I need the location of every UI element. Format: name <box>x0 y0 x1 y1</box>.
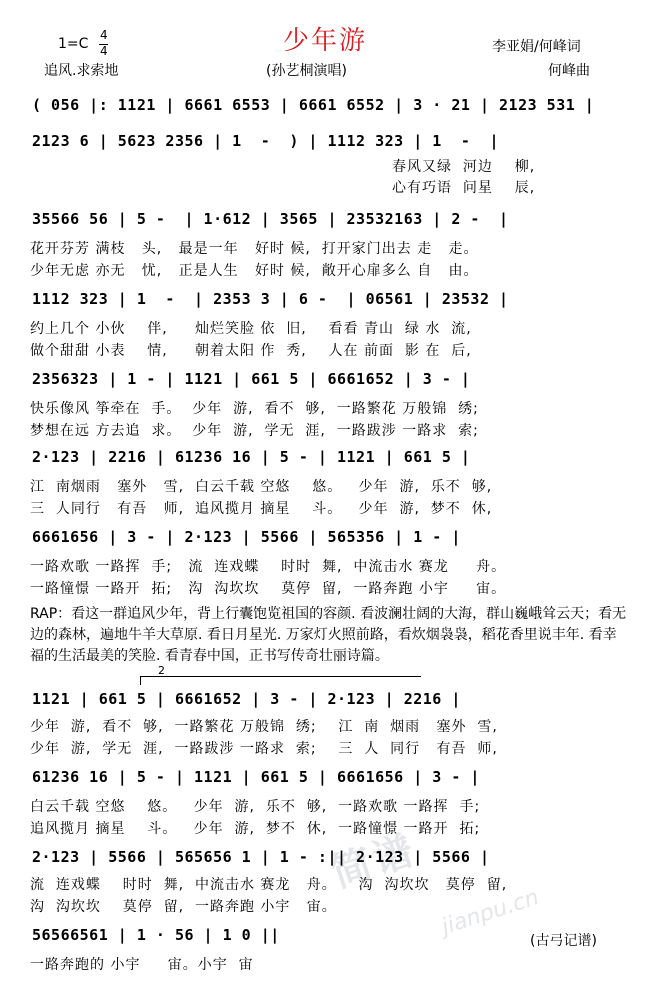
lyric-line: 江 南烟雨 塞外 雪, 白云千载 空悠 悠。 少年 游, 乐不 够, <box>30 479 493 495</box>
notation-line: 35566 56 | 5 - | 1·612 | 3565 | 23532163 | 2 - | <box>32 210 509 228</box>
key-signature: 1=C <box>58 36 89 52</box>
lyric-line: 沟 沟坎坎 莫停 留, 一路奔跑 小宇 宙。 <box>30 899 337 915</box>
lyric-line: 少年 游, 看不 够, 一路繁花 万般锦 绣; 江 南 烟雨 塞外 雪, <box>30 719 498 735</box>
singer: (孙艺桐演唱) <box>266 63 347 79</box>
lyric-line: 花开芬芳 满枝 头, 最是一年 好时 候, 打开家门出去 走 走。 <box>30 241 479 257</box>
notation-line: 1121 | 661 5 | 6661652 | 3 - | 2·123 | 2216 | <box>32 690 461 708</box>
time-signature-top: 4 <box>100 28 108 42</box>
lyric-line: 白云千载 空悠 悠。 少年 游, 乐不 够, 一路欢歌 一路挥 手; <box>30 799 481 815</box>
lyric-line: 一路憧憬 一路开 拓; 沟 沟坎坎 莫停 留, 一路奔跑 小宇 宙。 <box>30 581 507 597</box>
lyric-line: 约上几个 小伙 伴, 灿烂笑脸 依 旧, 看看 青山 绿 水 流, <box>30 321 472 337</box>
transcriber-credit: (古弓记谱) <box>530 933 597 949</box>
lyric-line: 快乐像风 筝牵在 手。 少年 游, 看不 够, 一路繁花 万般锦 绣; <box>30 401 479 417</box>
notation-line: 6661656 | 3 - | 2·123 | 5566 | 565356 | 1 - | <box>32 528 461 546</box>
rap-paragraph: RAP：看这一群追风少年，背上行囊饱览祖国的容颜. 看波澜壮阔的大海，群山巍峨耸云天；看无边的森林，遍地牛羊大草原. 看日月星光. 万家灯火照前路，看炊烟袅袅，稻花香里说丰年. 看幸福的生活最美的笑脸. 看青春中国，正书写传奇壮丽诗篇。 <box>30 606 627 664</box>
lyric-line: 一路欢歌 一路挥 手; 流 连戏蝶 时时 舞, 中流击水 赛龙 舟。 <box>30 559 507 575</box>
lyricist: 李亚娟/何峰词 <box>492 39 581 55</box>
song-title: 少年游 <box>282 26 367 56</box>
lyric-line: 做个甜甜 小表 情, 朝着太阳 作 秀, 人在 前面 影 在 后, <box>30 343 472 359</box>
time-signature-bottom: 4 <box>100 44 108 58</box>
watermark-logo: 简谱 <box>326 826 423 897</box>
volta-bracket <box>140 676 421 685</box>
lyric-line: 少年无虑 亦无 忧, 正是人生 好时 候, 敞开心扉多么 自 由。 <box>30 263 479 279</box>
lyric-line: 流 连戏蝶 时时 舞, 中流击水 赛龙 舟。 沟 沟坎坎 莫停 留, <box>30 877 508 893</box>
notation-line: 56566561 | 1 · 56 | 1 0 || <box>32 926 280 944</box>
composer: 何峰曲 <box>548 63 590 79</box>
lyric-line: 追风揽月 摘星 斗。 少年 游, 梦不 休, 一路憧憬 一路开 拓; <box>30 821 481 837</box>
album-name: 追风.求索地 <box>44 63 119 79</box>
lyric-line: 少年 游, 学无 涯, 一路跋涉 一路求 索; 三 人 同行 有吾 师, <box>30 741 498 757</box>
notation-line: 2·123 | 5566 | 565656 1 | 1 - :|| 2·123 | 5566 | <box>32 848 490 866</box>
notation-line: 2·123 | 2216 | 61236 16 | 5 - | 1121 | 661 5 | <box>32 448 471 466</box>
notation-line: 2356323 | 1 - | 1121 | 661 5 | 6661652 | 3 - | <box>32 370 471 388</box>
lyric-line: 心有巧语 问星 辰, <box>392 180 536 196</box>
notation-line: 61236 16 | 5 - | 1121 | 661 5 | 6661656 | 3 - | <box>32 768 480 786</box>
lyric-line: 梦想在远 方去追 求。 少年 游, 学无 涯, 一路跋涉 一路求 索; <box>30 423 479 439</box>
watermark-text: jianpu.cn <box>438 885 542 940</box>
lyric-line: 一路奔跑的 小宇 宙。小宇 宙 <box>30 957 254 973</box>
lyric-line: 春风又绿 河边 柳, <box>392 159 536 175</box>
volta-number: 2 <box>158 664 165 677</box>
notation-line: ( 056 |: 1121 | 6661 6553 | 6661 6552 | 3 · 21 | 2123 531 | <box>32 96 595 114</box>
notation-line: 2123 6 | 5623 2356 | 1 - ) | 1112 323 | 1 - | <box>32 132 500 150</box>
lyric-line: 三 人同行 有吾 师, 追风揽月 摘星 斗。 少年 游, 梦不 休, <box>30 501 493 517</box>
notation-line: 1112 323 | 1 - | 2353 3 | 6 - | 06561 | 23532 | <box>32 290 509 308</box>
